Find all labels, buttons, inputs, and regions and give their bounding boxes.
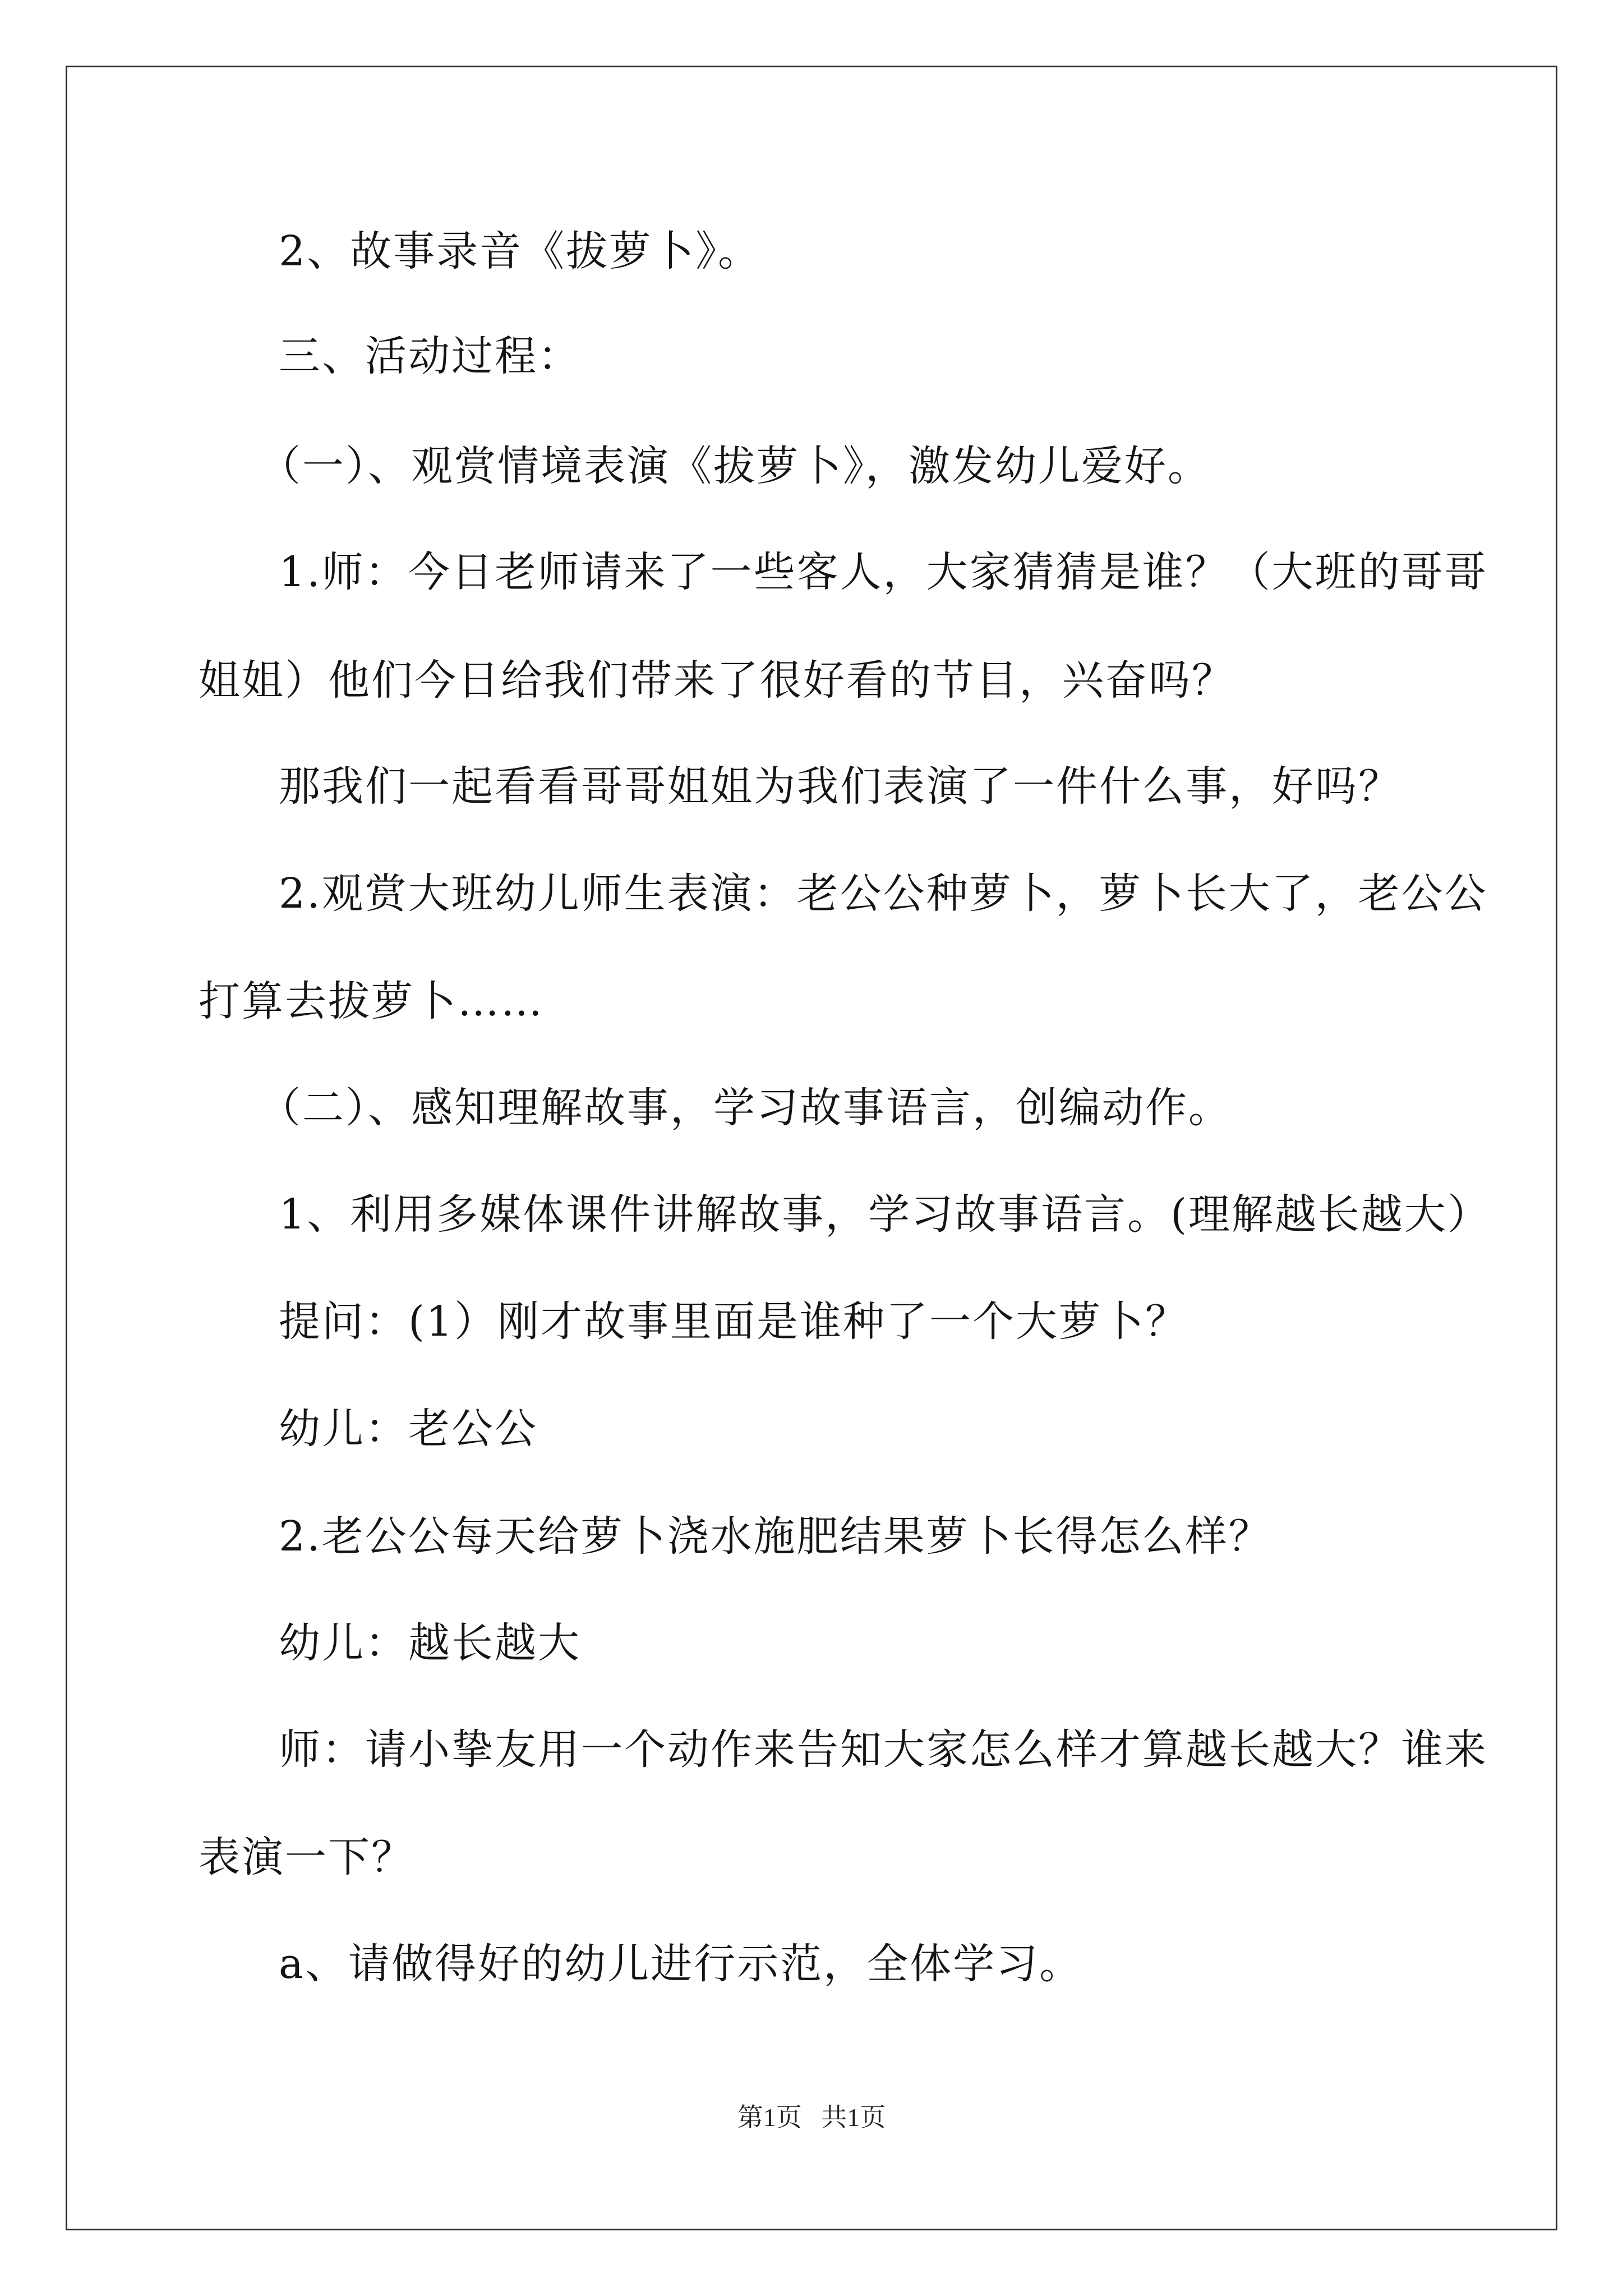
text-line: （二）、感知理解故事，学习故事语言，创编动作。 — [259, 1084, 1232, 1132]
text-line: 2.观赏大班幼儿师生表演：老公公种萝卜，萝卜长大了，老公公 — [279, 869, 1488, 918]
text-line: 幼儿：老公公 — [279, 1405, 538, 1453]
text-line: 2、故事录音《拔萝卜》。 — [279, 227, 762, 275]
text-line: 1.师：今日老师请来了一些客人，大家猜猜是谁？（大班的哥哥 — [279, 548, 1488, 596]
text-line: 姐姐）他们今日给我们带来了很好看的节目，兴奋吗？ — [199, 656, 1235, 705]
text-line: 表演一下？ — [199, 1833, 414, 1881]
text-line: 2.老公公每天给萝卜浇水施肥结果萝卜长得怎么样？ — [279, 1512, 1272, 1561]
text-line: 1、利用多媒体课件讲解故事，学习故事语言。(理解越长越大） — [279, 1190, 1491, 1239]
text-line: 提问：(1）刚才故事里面是谁种了一个大萝卜？ — [279, 1297, 1188, 1346]
text-line: 那我们一起看看哥哥姐姐为我们表演了一件什么事，好吗？ — [279, 762, 1401, 811]
text-line: 三、活动过程： — [279, 332, 581, 380]
text-line: a、请做得好的幼儿进行示范，全体学习。 — [279, 1940, 1083, 1988]
page-footer: 第1页 共1页 — [737, 2103, 886, 2132]
text-line: 幼儿：越长越大 — [279, 1619, 581, 1667]
text-line: 打算去拔萝卜…… — [199, 977, 544, 1025]
page-border — [66, 66, 1557, 2230]
text-line: 师：请小挚友用一个动作来告知大家怎么样才算越长越大？谁来 — [279, 1726, 1488, 1774]
text-line: （一）、观赏情境表演《拔萝卜》，激发幼儿爱好。 — [259, 442, 1211, 490]
